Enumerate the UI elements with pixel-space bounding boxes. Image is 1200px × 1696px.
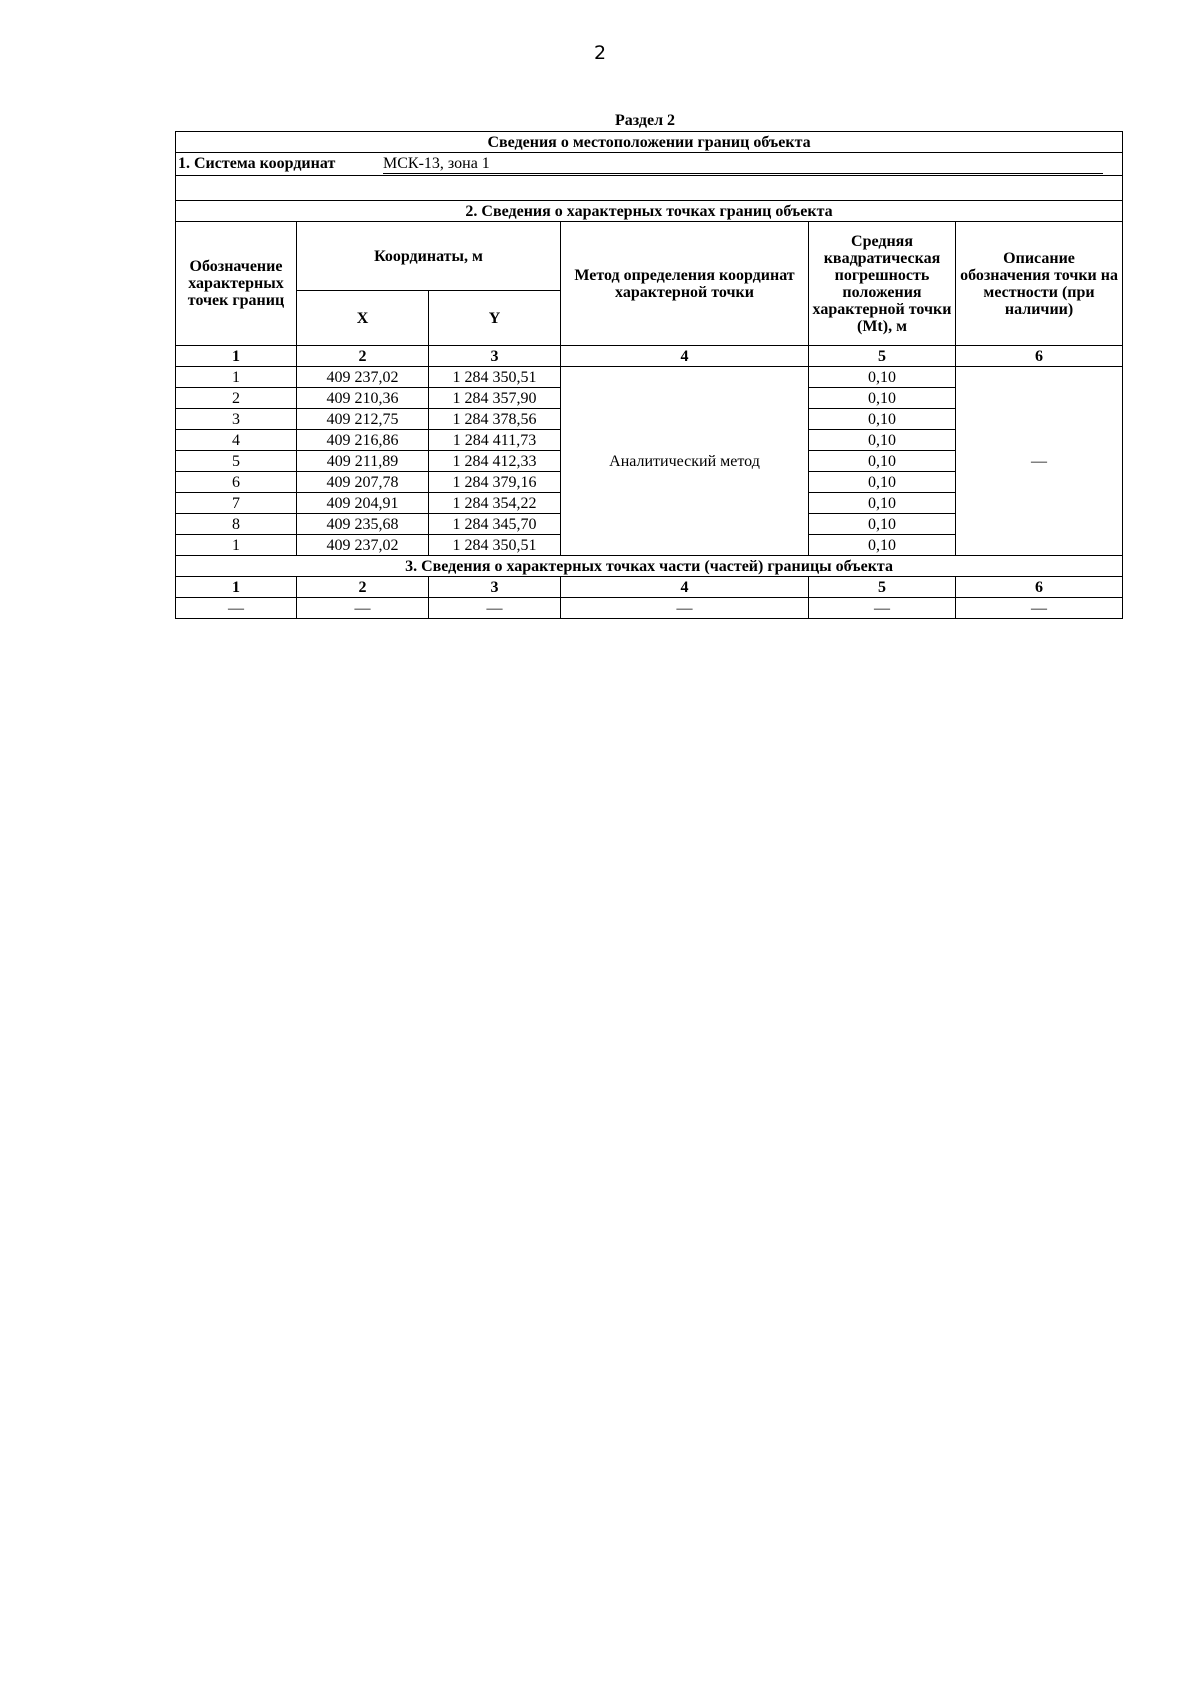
coord-system-blank (176, 176, 1123, 201)
point-y: 1 284 411,73 (429, 430, 561, 451)
point-y: 1 284 350,51 (429, 535, 561, 556)
section-title: Раздел 2 (614, 112, 676, 129)
point-error: 0,10 (809, 451, 956, 472)
point-error: 0,10 (809, 367, 956, 388)
point-y: 1 284 357,90 (429, 388, 561, 409)
column-number: 1 (176, 346, 297, 367)
method-value: Аналитический метод (561, 367, 809, 556)
point-id: 5 (176, 451, 297, 472)
header-x: X (297, 291, 429, 346)
parts-column-number: 6 (956, 577, 1123, 598)
parts-cell: — (297, 598, 429, 619)
point-id: 3 (176, 409, 297, 430)
point-y: 1 284 379,16 (429, 472, 561, 493)
point-error: 0,10 (809, 514, 956, 535)
point-y: 1 284 350,51 (429, 367, 561, 388)
parts-column-number: 1 (176, 577, 297, 598)
point-id: 7 (176, 493, 297, 514)
page-number: 2 (593, 42, 607, 64)
point-x: 409 210,36 (297, 388, 429, 409)
point-y: 1 284 412,33 (429, 451, 561, 472)
points-section-title: 2. Сведения о характерных точках границ объекта (176, 201, 1123, 222)
point-id: 1 (176, 535, 297, 556)
point-error: 0,10 (809, 493, 956, 514)
parts-cell: — (809, 598, 956, 619)
point-x: 409 212,75 (297, 409, 429, 430)
coord-system-label: 1. Система координат (178, 154, 336, 172)
parts-column-number: 5 (809, 577, 956, 598)
header-y: Y (429, 291, 561, 346)
point-y: 1 284 354,22 (429, 493, 561, 514)
parts-cell: — (956, 598, 1123, 619)
parts-column-number: 4 (561, 577, 809, 598)
description-value: — (956, 367, 1123, 556)
point-x: 409 237,02 (297, 367, 429, 388)
header-coordinates: Координаты, м (297, 222, 561, 291)
header-method: Метод определения координат характерной точки (561, 222, 809, 346)
parts-column-number: 3 (429, 577, 561, 598)
header-error: Средняя квадратическая погрешность положения характерной точки (Mt), м (809, 222, 956, 346)
point-x: 409 216,86 (297, 430, 429, 451)
point-id: 1 (176, 367, 297, 388)
point-x: 409 204,91 (297, 493, 429, 514)
point-y: 1 284 378,56 (429, 409, 561, 430)
point-x: 409 235,68 (297, 514, 429, 535)
column-number: 2 (297, 346, 429, 367)
coord-system-row (176, 153, 1123, 176)
point-error: 0,10 (809, 409, 956, 430)
point-y: 1 284 345,70 (429, 514, 561, 535)
point-x: 409 207,78 (297, 472, 429, 493)
header-description: Описание обозначения точки на местности (при наличии) (956, 222, 1123, 346)
parts-cell: — (176, 598, 297, 619)
boundary-table (175, 131, 1123, 619)
point-id: 4 (176, 430, 297, 451)
point-x: 409 211,89 (297, 451, 429, 472)
point-error: 0,10 (809, 472, 956, 493)
parts-table-row (176, 598, 1123, 619)
parts-section-title: 3. Сведения о характерных точках части (частей) границы объекта (176, 556, 1123, 577)
table-title: Сведения о местоположении границ объекта (176, 132, 1123, 153)
point-error: 0,10 (809, 535, 956, 556)
parts-column-number: 2 (297, 577, 429, 598)
parts-cell: — (561, 598, 809, 619)
point-x: 409 237,02 (297, 535, 429, 556)
column-number: 6 (956, 346, 1123, 367)
column-number: 4 (561, 346, 809, 367)
point-id: 2 (176, 388, 297, 409)
point-id: 6 (176, 472, 297, 493)
parts-cell: — (429, 598, 561, 619)
coord-system-value: МСК-13, зона 1 (383, 155, 1103, 174)
point-error: 0,10 (809, 388, 956, 409)
header-designation: Обозначение характерных точек границ (176, 222, 297, 346)
column-number: 5 (809, 346, 956, 367)
table-row (176, 367, 1123, 388)
point-error: 0,10 (809, 430, 956, 451)
column-number: 3 (429, 346, 561, 367)
point-id: 8 (176, 514, 297, 535)
